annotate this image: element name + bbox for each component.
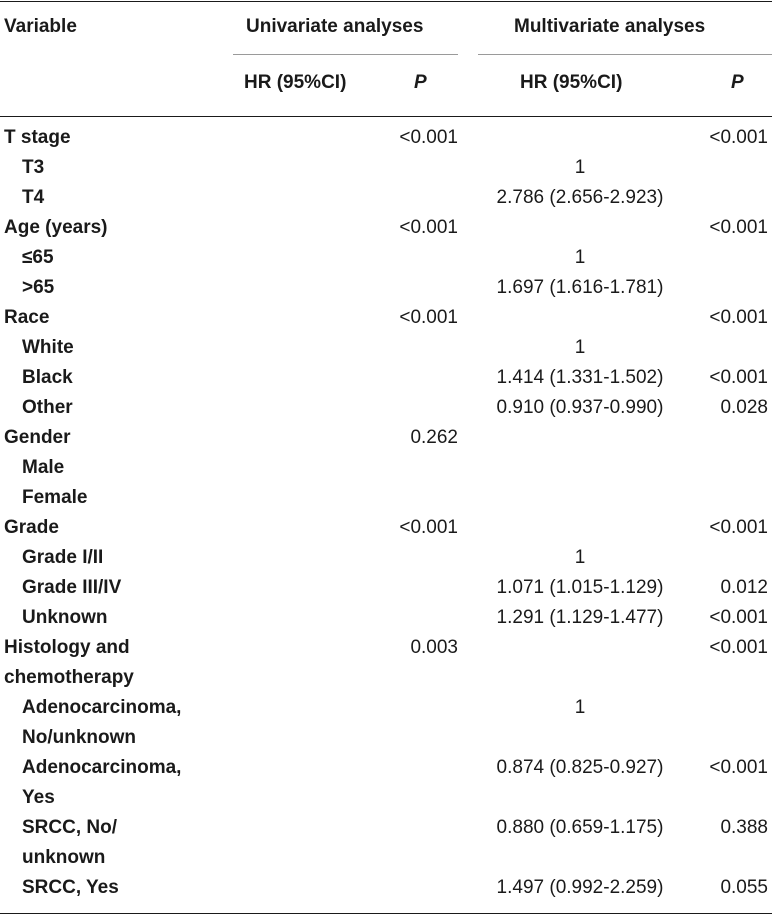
row-multivariate-hr: 2.786 (2.656-2.923) (496, 187, 664, 208)
row-multivariate-hr: 1.071 (1.015-1.129) (496, 577, 664, 598)
row-variable-label: White (22, 337, 74, 358)
row-variable-label: >65 (22, 277, 55, 298)
row-multivariate-p: <0.001 (709, 217, 768, 238)
table-bottom-rule (0, 913, 772, 914)
row-multivariate-p: <0.001 (709, 127, 768, 148)
row-variable-label: Yes (22, 787, 55, 808)
row-variable-label: Adenocarcinoma, (22, 697, 182, 718)
row-multivariate-hr: 0.910 (0.937-0.990) (496, 397, 664, 418)
row-multivariate-hr: 0.880 (0.659-1.175) (496, 817, 664, 838)
row-variable-label: ≤65 (22, 247, 54, 268)
row-multivariate-hr: 1.497 (0.992-2.259) (496, 877, 664, 898)
row-multivariate-p: <0.001 (709, 757, 768, 778)
row-multivariate-p: <0.001 (709, 637, 768, 658)
header-multivariate-p: P (731, 72, 744, 93)
row-multivariate-hr: 1.414 (1.331-1.502) (496, 367, 664, 388)
row-variable-label: SRCC, No/ (22, 817, 117, 838)
row-multivariate-hr: 1 (574, 547, 586, 568)
row-variable-label: Age (years) (4, 217, 108, 238)
row-univariate-p: <0.001 (399, 517, 458, 538)
row-univariate-p: 0.262 (410, 427, 458, 448)
row-multivariate-p: 0.055 (720, 877, 768, 898)
table-header-rule (0, 116, 772, 117)
row-variable-label: Grade I/II (22, 547, 104, 568)
row-variable-label: T4 (22, 187, 45, 208)
row-variable-label: Black (22, 367, 73, 388)
univariate-span-rule (233, 54, 458, 55)
row-variable-label: Histology and (4, 637, 130, 658)
row-multivariate-hr: 1 (574, 247, 586, 268)
row-variable-label: Female (22, 487, 88, 508)
row-variable-label: Male (22, 457, 65, 478)
row-variable-label: No/unknown (22, 727, 136, 748)
row-variable-label: Gender (4, 427, 71, 448)
header-univariate-hr: HR (95%CI) (244, 72, 347, 93)
table-top-rule (0, 1, 772, 2)
header-univariate-p: P (414, 72, 427, 93)
header-multivariate-hr: HR (95%CI) (520, 72, 623, 93)
row-variable-label: Race (4, 307, 50, 328)
header-multivariate: Multivariate analyses (514, 16, 706, 37)
row-multivariate-p: 0.388 (720, 817, 768, 838)
row-multivariate-hr: 1 (574, 157, 586, 178)
row-univariate-p: <0.001 (399, 127, 458, 148)
row-multivariate-hr: 1 (574, 337, 586, 358)
row-univariate-p: <0.001 (399, 307, 458, 328)
row-variable-label: unknown (22, 847, 106, 868)
row-variable-label: Grade (4, 517, 59, 538)
row-multivariate-hr: 0.874 (0.825-0.927) (496, 757, 664, 778)
row-multivariate-p: <0.001 (709, 517, 768, 538)
row-variable-label: Grade III/IV (22, 577, 122, 598)
row-multivariate-p: <0.001 (709, 307, 768, 328)
row-multivariate-hr: 1.291 (1.129-1.477) (496, 607, 664, 628)
row-variable-label: Unknown (22, 607, 108, 628)
row-univariate-p: <0.001 (399, 217, 458, 238)
row-variable-label: chemotherapy (4, 667, 134, 688)
row-variable-label: Other (22, 397, 73, 418)
row-multivariate-p: <0.001 (709, 607, 768, 628)
row-multivariate-p: <0.001 (709, 367, 768, 388)
row-univariate-p: 0.003 (410, 637, 458, 658)
row-multivariate-p: 0.012 (720, 577, 768, 598)
multivariate-span-rule (478, 54, 772, 55)
row-multivariate-hr: 1.697 (1.616-1.781) (496, 277, 664, 298)
row-multivariate-hr: 1 (574, 697, 586, 718)
row-variable-label: SRCC, Yes (22, 877, 119, 898)
row-multivariate-p: 0.028 (720, 397, 768, 418)
row-variable-label: Adenocarcinoma, (22, 757, 182, 778)
header-univariate: Univariate analyses (246, 16, 424, 37)
row-variable-label: T stage (4, 127, 71, 148)
header-variable: Variable (4, 16, 77, 37)
row-variable-label: T3 (22, 157, 45, 178)
